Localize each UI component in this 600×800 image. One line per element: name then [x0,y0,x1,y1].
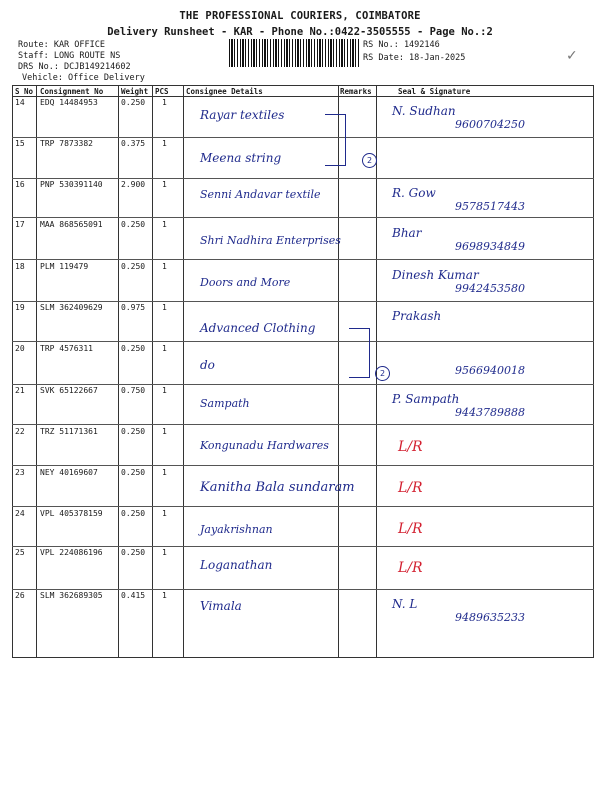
phone-handwriting: 9698934849 [455,240,525,253]
consignment-cell: TRP 7873382 [40,139,93,148]
weight-cell: 0.250 [121,427,146,436]
consignment-cell: NEY 40169607 [40,468,98,477]
consignee-handwriting: Doors and More [200,276,291,289]
signature-handwriting: Bhar [392,226,422,240]
runsheet-title: Delivery Runsheet - KAR - Phone No.:0422-3505555 - Page No.:2 [107,26,493,38]
consignee-handwriting: Vimala [200,599,242,613]
col-seal-signature: Seal & Signature [398,87,471,96]
sno-cell: 14 [15,98,25,107]
pcs-cell: 1 [162,180,167,189]
route-label: Route: KAR OFFICE [18,40,105,50]
sno-cell: 25 [15,548,25,557]
sno-cell: 23 [15,468,25,477]
grouping-bracket [349,328,370,378]
pcs-cell: 1 [162,139,167,148]
vehicle-label: Vehicle: Office Delivery [22,73,145,83]
phone-handwriting: 9443789888 [455,406,525,419]
consignee-handwriting: do [200,358,215,372]
consignment-cell: VPL 405378159 [40,509,103,518]
rs-date: RS Date: 18-Jan-2025 [363,53,466,63]
weight-cell: 0.250 [121,468,146,477]
sno-cell: 17 [15,220,25,229]
consignee-handwriting: Rayar textiles [200,108,285,122]
col-consignment: Consignment No [40,87,104,96]
weight-cell: 0.250 [121,344,146,353]
circled-count-mark: 2 [375,366,390,381]
rs-number: RS No.: 1492146 [363,40,440,50]
signature-handwriting: R. Gow [392,186,436,200]
company-name: THE PROFESSIONAL COURIERS, COIMBATORE [179,10,421,22]
signature-handwriting: N. L [392,597,418,611]
pcs-cell: 1 [162,591,167,600]
sno-cell: 20 [15,344,25,353]
consignee-handwriting: Kanitha Bala sundaram [200,480,355,495]
sno-cell: 26 [15,591,25,600]
weight-cell: 0.250 [121,98,146,107]
pcs-cell: 1 [162,548,167,557]
signature-handwriting: P. Sampath [392,392,460,406]
pcs-cell: 1 [162,468,167,477]
sno-cell: 22 [15,427,25,436]
consignment-cell: TRP 4576311 [40,344,93,353]
pcs-cell: 1 [162,427,167,436]
consignment-cell: SVK 65122667 [40,386,98,395]
col-consignee: Consignee Details [186,87,263,96]
circled-count-mark: 2 [362,153,377,168]
consignee-handwriting: Shri Nadhira Enterprises [200,234,341,247]
consignment-cell: EDQ 14484953 [40,98,98,107]
consignment-cell: VPL 224086196 [40,548,103,557]
consignment-cell: TRZ 51171361 [40,427,98,436]
pcs-cell: 1 [162,262,167,271]
col-weight: Weight [121,87,149,96]
consignment-cell: MAA 868565091 [40,220,103,229]
signature-handwriting: L/R [398,560,423,576]
consignee-handwriting: Kongunadu Hardwares [200,439,329,452]
drs-number: DRS No.: DCJB149214602 [18,62,131,72]
consignee-handwriting: Meena string [200,151,282,165]
weight-cell: 0.415 [121,591,146,600]
col-pcs: PCS [155,87,169,96]
weight-cell: 0.250 [121,220,146,229]
sno-cell: 21 [15,386,25,395]
weight-cell: 0.975 [121,303,146,312]
weight-cell: 0.250 [121,262,146,271]
weight-cell: 2.900 [121,180,146,189]
signature-handwriting: N. Sudhan [392,104,456,118]
col-remarks: Remarks [340,87,372,96]
consignee-handwriting: Advanced Clothing [200,321,316,335]
sno-cell: 19 [15,303,25,312]
col-sno: S No [15,87,34,96]
pcs-cell: 1 [162,303,167,312]
consignee-handwriting: Loganathan [200,558,273,572]
pcs-cell: 1 [162,98,167,107]
pcs-cell: 1 [162,386,167,395]
consignee-handwriting: Senni Andavar textile [200,188,321,201]
consignment-cell: PLM 119479 [40,262,89,271]
sno-cell: 18 [15,262,25,271]
check-icon: ✓ [566,48,578,64]
signature-handwriting: Prakash [392,309,442,323]
consignment-cell: PNP 530391140 [40,180,103,189]
phone-handwriting: 9942453580 [455,282,525,295]
phone-handwriting: 9600704250 [455,118,525,131]
consignment-cell: SLM 362689305 [40,591,103,600]
staff-label: Staff: LONG ROUTE NS [18,51,121,61]
weight-cell: 0.750 [121,386,146,395]
consignee-handwriting: Sampath [200,397,250,410]
pcs-cell: 1 [162,220,167,229]
weight-cell: 0.250 [121,509,146,518]
signature-handwriting: Dinesh Kumar [392,268,479,282]
phone-handwriting: 9489635233 [455,611,525,624]
pcs-cell: 1 [162,509,167,518]
pcs-cell: 1 [162,344,167,353]
signature-handwriting: L/R [398,439,423,455]
consignee-handwriting: Jayakrishnan [200,523,273,536]
weight-cell: 0.250 [121,548,146,557]
weight-cell: 0.375 [121,139,146,148]
phone-handwriting: 9566940018 [455,364,525,377]
signature-handwriting: L/R [398,480,423,496]
barcode-image [229,39,359,67]
signature-handwriting: L/R [398,521,423,537]
sno-cell: 24 [15,509,25,518]
grouping-bracket [325,114,346,166]
sno-cell: 15 [15,139,25,148]
sno-cell: 16 [15,180,25,189]
phone-handwriting: 9578517443 [455,200,525,213]
consignment-cell: SLM 362409629 [40,303,103,312]
